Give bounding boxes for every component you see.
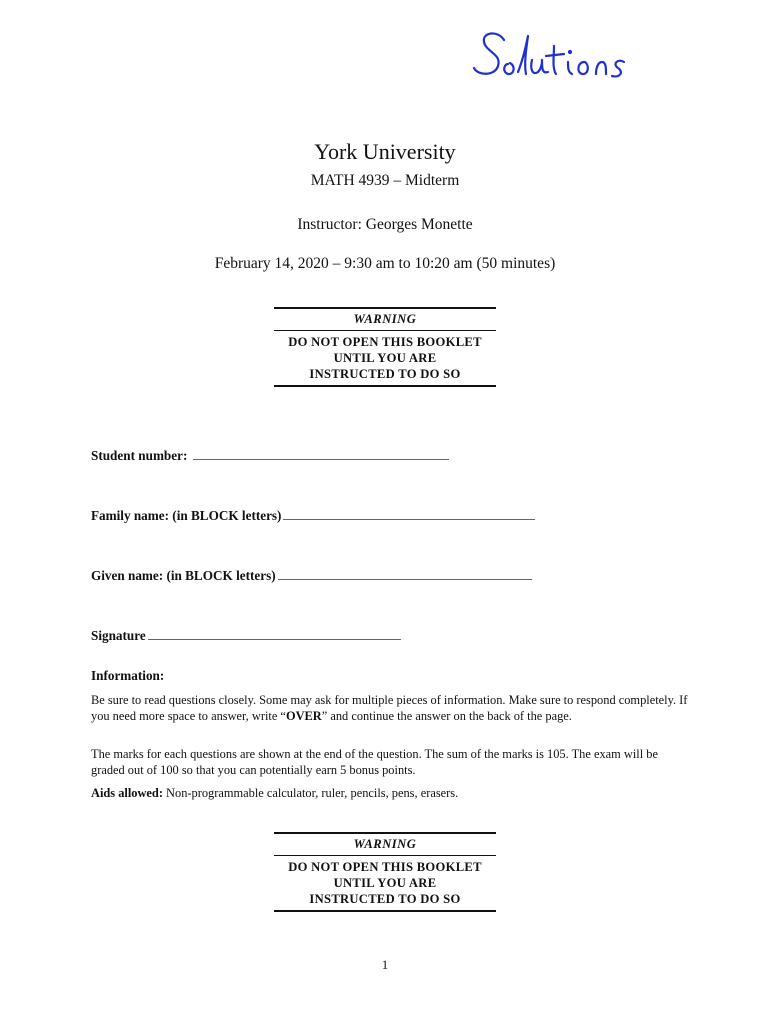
aids-allowed-text: Non-programmable calculator, ruler, pencils, pens, erasers. [162,786,459,800]
warning-line-1: DO NOT OPEN THIS BOOKLET [288,335,482,349]
warning-box-top [274,307,496,387]
information-paragraph-2: The marks for each questions are shown at the end of the question. The sum of the marks is 105. The exam will be graded out of 100 so that you can potentially earn 5 bonus points. [91,747,658,777]
p1-text-before: Be sure to read questions closely. Some may ask for multiple pieces of information. Make sure to respond completely. If you need more space to answer, write “ [91,693,688,723]
warning-title: WARNING [274,309,496,331]
warning-line-3: INSTRUCTED TO DO SO [309,892,461,906]
warning-title: WARNING [274,834,496,856]
warning-line-1: DO NOT OPEN THIS BOOKLET [288,860,482,874]
given-name-field [91,567,532,584]
signature-label: Signature [91,628,146,643]
information-heading: Information: [91,668,165,683]
p1-text-after: ” and continue the answer on the back of the page. [321,709,572,723]
signature-blank[interactable] [148,627,401,640]
page-number: 1 [381,957,389,972]
warning-text [274,856,496,910]
given-name-label: Given name: (in BLOCK letters) [91,568,276,583]
warning-box-bottom [274,832,496,912]
family-name-blank[interactable] [283,507,535,520]
information-paragraph-1 [91,692,691,724]
university-name: York University [314,139,456,164]
exam-date-line: February 14, 2020 – 9:30 am to 10:20 am (50 minutes) [214,255,556,272]
aids-allowed-line [91,785,691,801]
signature-field [91,627,401,644]
course-title: MATH 4939 – Midterm [310,172,460,189]
warning-line-2: UNTIL YOU ARE [333,876,437,890]
handwritten-solutions-note [468,22,668,92]
given-name-blank[interactable] [278,567,532,580]
p1-over-word: OVER [285,709,322,723]
instructor-line: Instructor: Georges Monette [297,216,473,233]
family-name-field [91,507,535,524]
warning-text [274,331,496,385]
warning-line-2: UNTIL YOU ARE [333,351,437,365]
family-name-label: Family name: (in BLOCK letters) [91,508,282,523]
student-number-field [91,447,449,464]
student-number-blank[interactable] [193,447,449,460]
warning-line-3: INSTRUCTED TO DO SO [309,367,461,381]
student-number-label: Student number: [91,448,188,463]
aids-allowed-label: Aids allowed: [91,786,163,800]
